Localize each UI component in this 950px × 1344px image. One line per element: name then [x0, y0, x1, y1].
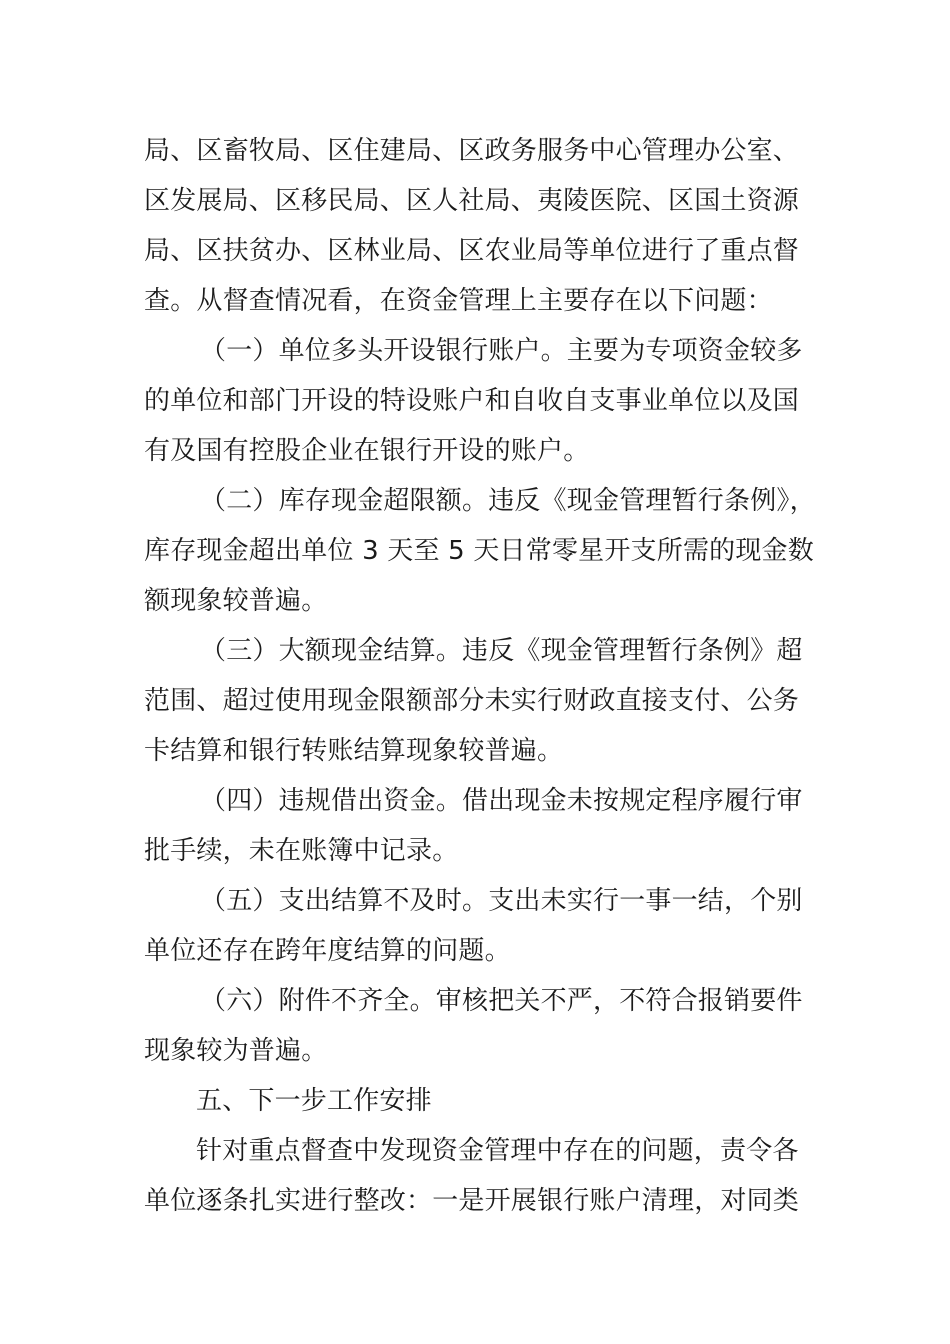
text-line: 卡结算和银行转账结算现象较普遍。 [144, 736, 564, 766]
paragraph-first-line: 针对重点督查中发现资金管理中存在的问题，责令各 [196, 1136, 799, 1166]
text-line: 的单位和部门开设的特设账户和自收自支事业单位以及国 [144, 386, 800, 416]
paragraph-first-line: （六）附件不齐全。审核把关不严，不符合报销要件 [200, 986, 803, 1016]
text-line: 单位还存在跨年度结算的问题。 [144, 936, 511, 966]
text-line: 现象较为普遍。 [144, 1036, 328, 1066]
text-line: 区发展局、区移民局、区人社局、夷陵医院、区国土资源 [144, 186, 800, 216]
document-body [144, 126, 814, 1226]
text-line: 范围、超过使用现金限额部分未实行财政直接支付、公务 [144, 686, 800, 716]
paragraph-first-line: （一）单位多头开设银行账户。主要为专项资金较多 [200, 336, 803, 366]
paragraph-first-line: （三）大额现金结算。违反《现金管理暂行条例》超 [200, 636, 803, 666]
text-line: 查。从督查情况看，在资金管理上主要存在以下问题： [144, 286, 773, 316]
text-line: 库存现金超出单位 3 天至 5 天日常零星开支所需的现金数 [144, 536, 814, 566]
text-line: 局、区扶贫办、区林业局、区农业局等单位进行了重点督 [144, 236, 800, 266]
text-line: 批手续，未在账簿中记录。 [144, 836, 459, 866]
paragraph-first-line: （二）库存现金超限额。违反《现金管理暂行条例》， [200, 486, 816, 516]
text-line: 有及国有控股企业在银行开设的账户。 [144, 436, 590, 466]
text-line: 额现象较普遍。 [144, 586, 328, 616]
paragraph-first-line: （四）违规借出资金。借出现金未按规定程序履行审 [200, 786, 803, 816]
section-heading: 五、下一步工作安排 [196, 1086, 432, 1116]
text-line: 局、区畜牧局、区住建局、区政务服务中心管理办公室、 [144, 136, 800, 166]
paragraph-first-line: （五）支出结算不及时。支出未实行一事一结，个别 [200, 886, 803, 916]
text-line: 单位逐条扎实进行整改：一是开展银行账户清理，对同类 [144, 1186, 800, 1216]
